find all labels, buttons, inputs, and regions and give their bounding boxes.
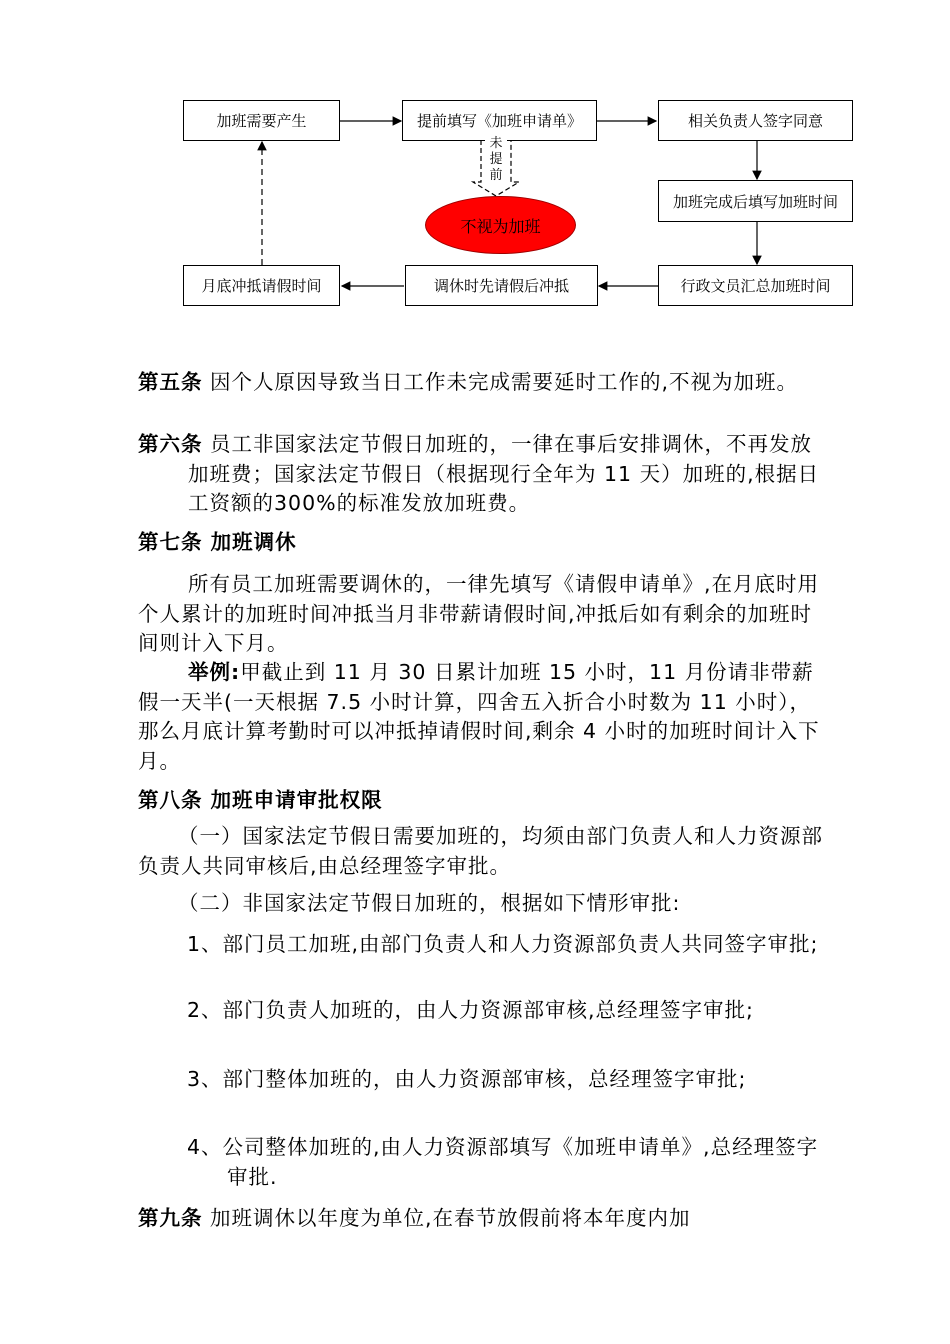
overtime-flowchart (0, 0, 950, 340)
article-8-p1-text: （一）国家法定节假日需要加班的，均须由部门负责人和人力资源部负责人共同审核后,由总经理签字审批。 (138, 824, 823, 878)
list-item: 1、部门员工加班,由部门负责人和人力资源部负责人共同签字审批; (187, 932, 819, 956)
article-8-item-3 (138, 1065, 828, 1095)
article-7-paragraph (138, 570, 828, 659)
article-7-example (138, 658, 828, 776)
box-leave-then-offset: 调休时先请假后冲抵 (405, 265, 598, 306)
article-5 (138, 368, 828, 398)
article-8-item-1 (138, 930, 828, 960)
box-month-end-offset: 月底冲抵请假时间 (183, 265, 340, 306)
article-6 (138, 430, 828, 519)
article-7-title: 第七条 加班调休 (138, 530, 297, 554)
article-9-body: 加班调休以年度为单位,在春节放假前将本年度内加 (210, 1206, 691, 1230)
article-8-heading (138, 786, 828, 816)
article-5-title: 第五条 (138, 370, 203, 394)
article-6-title: 第六条 (138, 432, 203, 456)
example-body: 甲截止到 11 月 30 日累计加班 15 小时，11 月份请非带薪假一天半(一天根据 7.5 小时计算，四舍五入折合小时数为 11 小时），那么月底计算考勤时可以冲抵掉请假时间,剩余 4 小时的加班时间计入下月。 (138, 660, 820, 773)
article-7-heading (138, 528, 828, 558)
list-item: 4、公司整体加班的,由人力资源部填写《加班申请单》,总经理签字审批. (187, 1135, 819, 1189)
example-label: 举例: (188, 660, 241, 684)
box-supervisor-sign: 相关负责人签字同意 (658, 100, 853, 141)
article-8-p2 (138, 889, 828, 919)
article-8-item-2 (138, 996, 828, 1026)
article-9-title: 第九条 (138, 1206, 203, 1230)
article-8-p2-text: （二）非国家法定节假日加班的，根据如下情形审批: (178, 891, 681, 915)
article-8-title: 第八条 加班申请审批权限 (138, 788, 383, 812)
article-7-p1: 所有员工加班需要调休的，一律先填写《请假申请单》,在月底时用个人累计的加班时间冲抵当月非带薪请假时间,冲抵后如有剩余的加班时间则计入下月。 (138, 572, 820, 655)
article-5-body: 因个人原因导致当日工作未完成需要延时工作的,不视为加班。 (210, 370, 799, 394)
article-6-body: 员工非国家法定节假日加班的，一律在事后安排调休，不再发放加班费；国家法定节假日（根据现行全年为 11 天）加班的,根据日工资额的300%的标准发放加班费。 (188, 432, 820, 515)
list-item: 3、部门整体加班的，由人力资源部审核，总经理签字审批; (187, 1067, 747, 1091)
box-admin-summary: 行政文员汇总加班时间 (658, 265, 853, 306)
article-8-item-4 (138, 1133, 828, 1192)
box-apply-form: 提前填写《加班申请单》 (402, 100, 597, 141)
article-8-p1 (138, 822, 828, 881)
article-9 (138, 1204, 828, 1234)
list-item: 2、部门负责人加班的，由人力资源部审核,总经理签字审批; (187, 998, 754, 1022)
box-overtime-need: 加班需要产生 (183, 100, 340, 141)
not-advance-label: 未提前 (485, 136, 507, 184)
oval-not-overtime: 不视为加班 (425, 196, 576, 254)
box-fill-overtime-time: 加班完成后填写加班时间 (658, 180, 853, 222)
